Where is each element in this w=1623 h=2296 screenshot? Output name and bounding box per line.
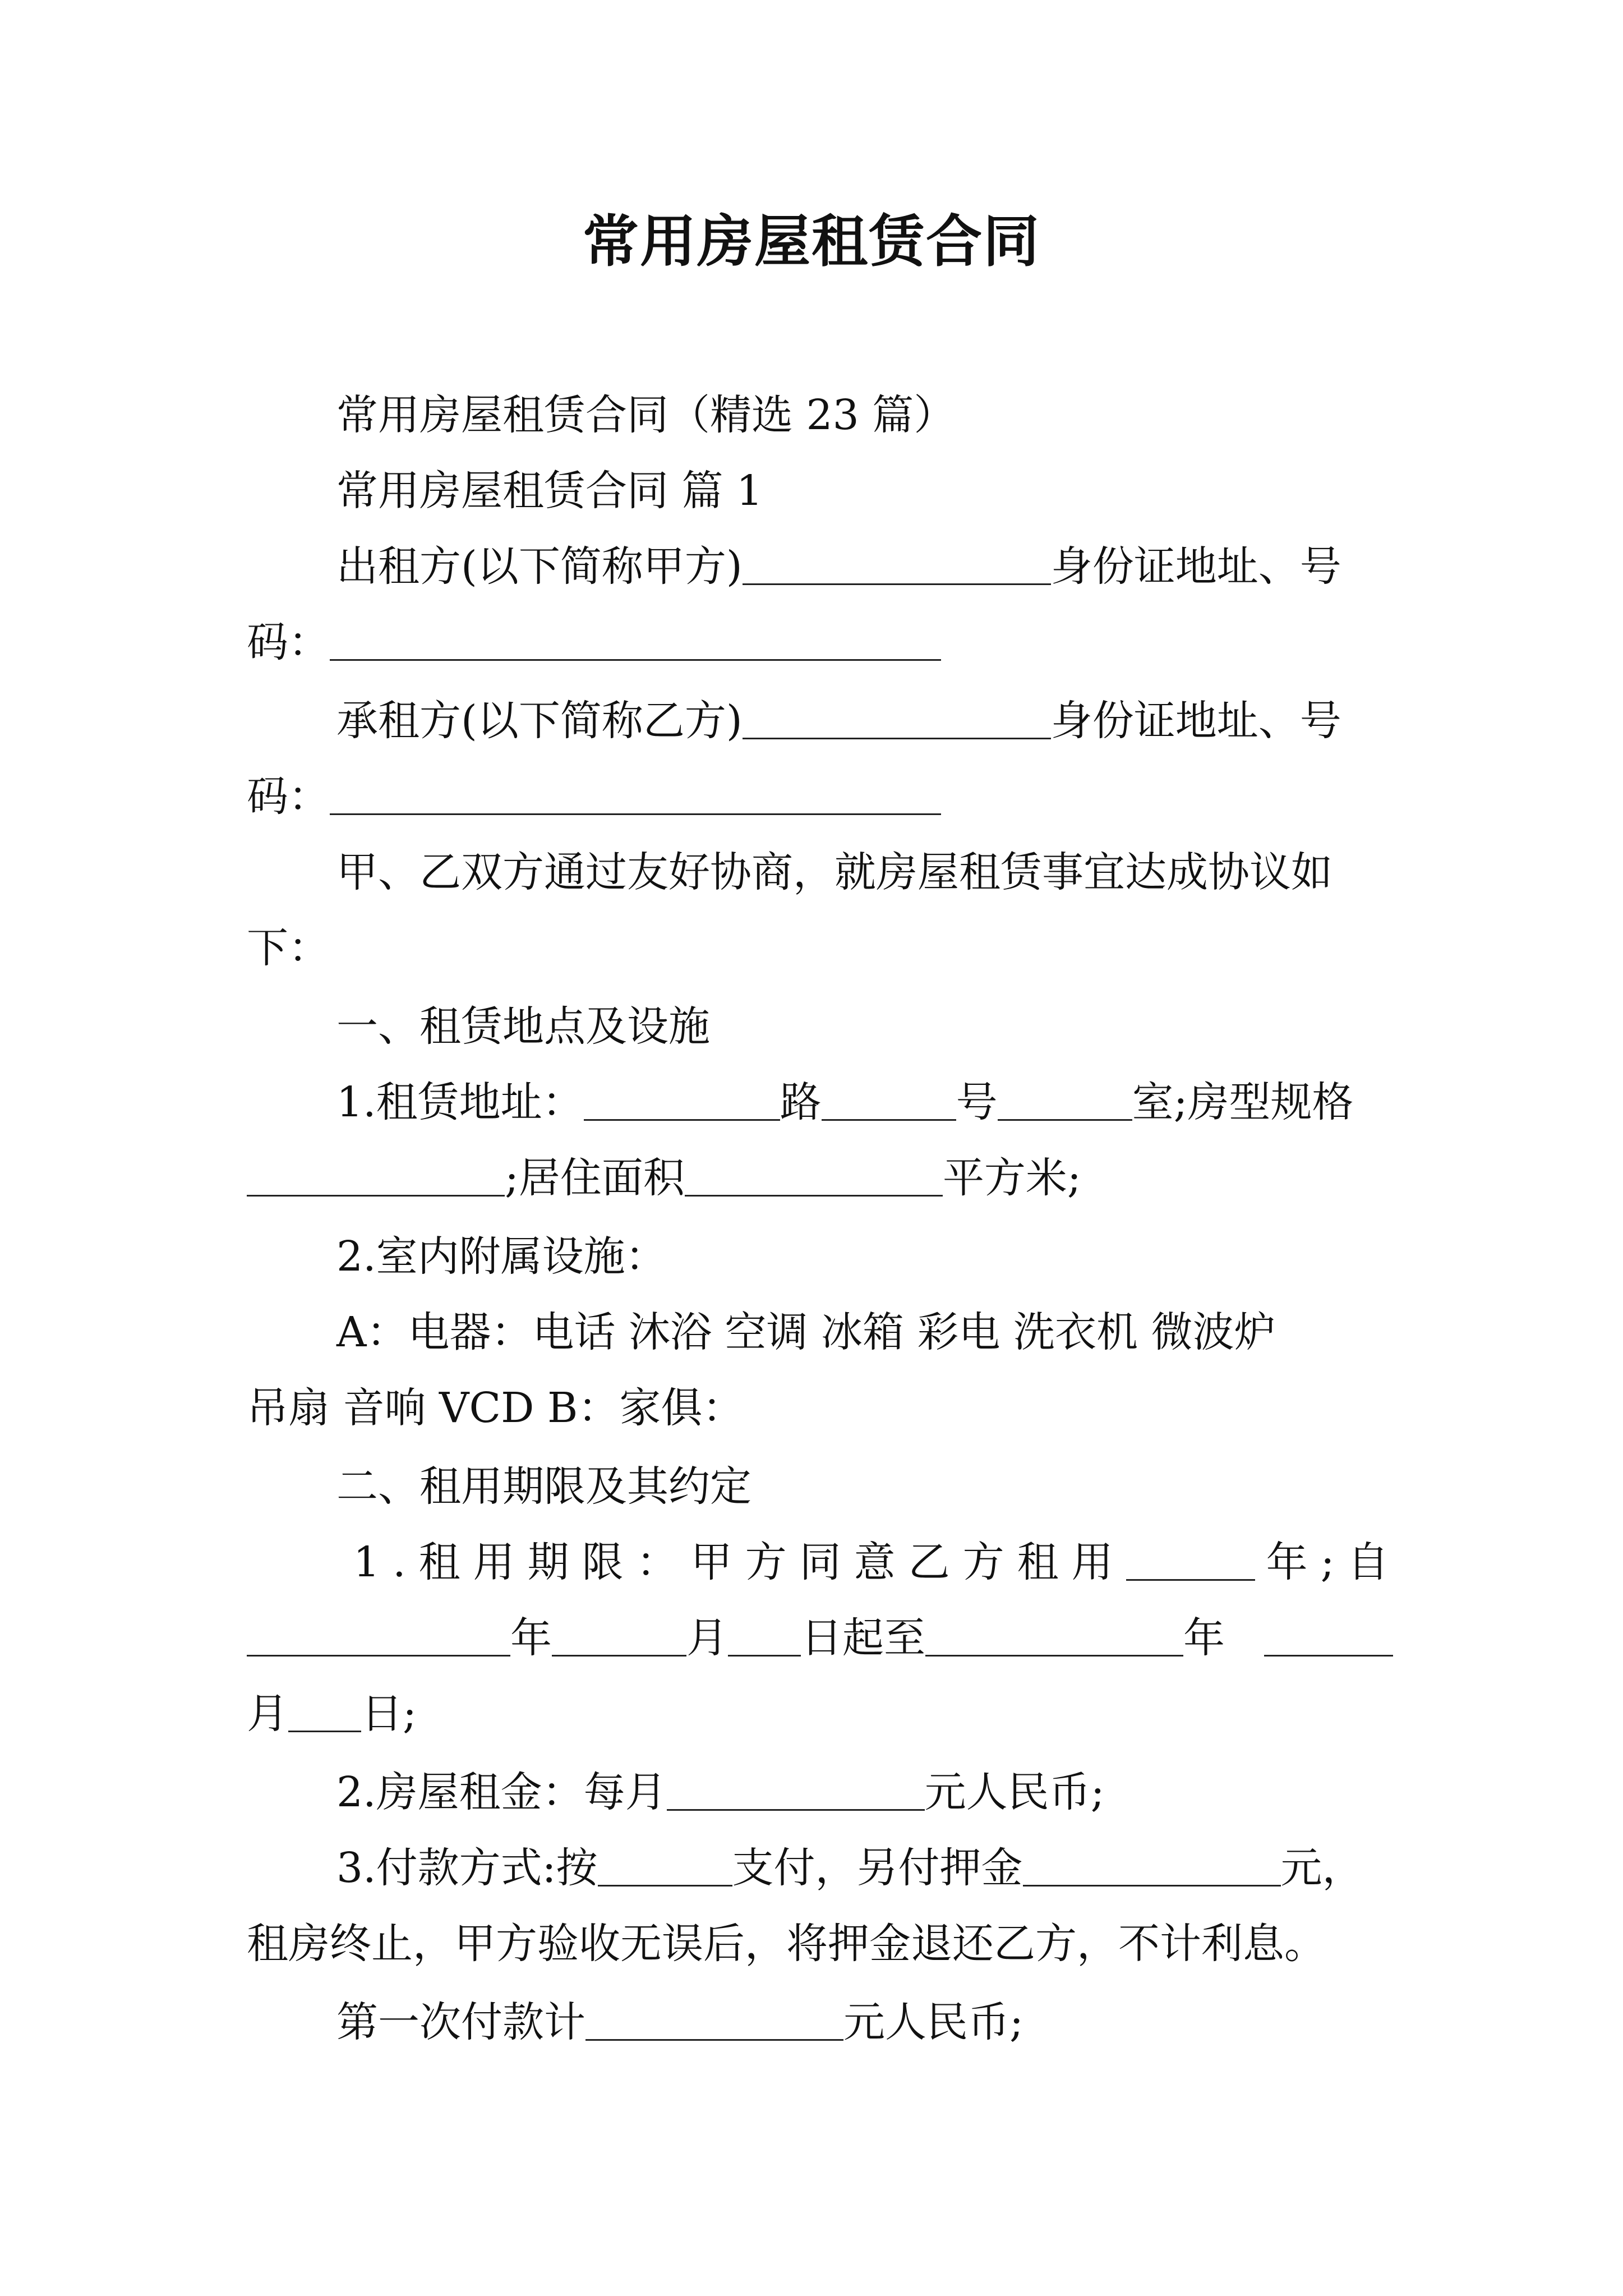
agreement-intro-cont — [247, 920, 1391, 976]
lease-end-line — [247, 1686, 1391, 1742]
paragraph-text: 下： — [247, 924, 330, 972]
lease-term-line — [353, 1534, 1408, 1590]
payment-line — [336, 1840, 1391, 1896]
first-payment-label: 第一次付款计 — [336, 1998, 585, 2046]
road-blank[interactable] — [584, 1080, 780, 1121]
end-day-blank[interactable] — [288, 1691, 361, 1732]
id-number-label: 码： — [247, 772, 330, 821]
section-heading-text: 常用房屋租赁合同 篇 1 — [336, 467, 763, 515]
lessor-id-blank[interactable] — [330, 620, 941, 661]
first-payment-line — [336, 1994, 1391, 2050]
rent-line — [336, 1764, 1391, 1820]
subtitle-text: 常用房屋租赁合同（精选 23 篇） — [336, 391, 956, 439]
lessor-line — [336, 539, 1391, 595]
start-month-blank[interactable] — [552, 1616, 686, 1657]
area-line — [247, 1150, 1391, 1206]
number-blank[interactable] — [822, 1080, 956, 1121]
year-label: 年 — [510, 1614, 552, 1662]
from-label: 年;自 — [1266, 1538, 1402, 1586]
section-heading — [336, 463, 1391, 519]
area-label: ;居住面积 — [505, 1154, 685, 1202]
id-address-label: 身份证地址、号 — [1050, 542, 1341, 591]
rent-label: 2.房屋租金：每月 — [336, 1768, 667, 1816]
number-label: 号 — [956, 1078, 998, 1126]
rent-blank[interactable] — [667, 1770, 925, 1811]
paragraph-text: 租房终止，甲方验收无误后，将押金退还乙方，不计利息。 — [247, 1920, 1326, 1968]
lessee-label: 承租方(以下简称乙方) — [336, 697, 743, 745]
rental-address-label: 1.租赁地址： — [336, 1078, 584, 1126]
clause-heading-2 — [336, 1458, 1391, 1515]
lease-term-label: 1.租用期限：甲方同意乙方租用 — [353, 1538, 1126, 1586]
month-label: 月 — [686, 1614, 728, 1662]
end-month-blank[interactable] — [1264, 1616, 1393, 1657]
clause-heading-text: 一、租赁地点及设施 — [336, 1002, 710, 1051]
lessor-name-blank[interactable] — [743, 544, 1051, 585]
day-label: 日; — [361, 1690, 417, 1738]
deposit-label: 支付，另付押金 — [732, 1844, 1023, 1892]
id-number-label: 码： — [247, 618, 330, 666]
deposit-terms-line — [247, 1916, 1391, 1972]
lessee-id-line — [247, 769, 1391, 825]
payment-period-blank[interactable] — [598, 1846, 732, 1887]
rental-address-line — [336, 1074, 1391, 1130]
lessee-id-blank[interactable] — [330, 774, 941, 815]
clause-heading-text: 二、租用期限及其约定 — [336, 1462, 751, 1511]
payment-method-label: 3.付款方式:按 — [336, 1844, 598, 1892]
lease-dates-line — [247, 1610, 1391, 1666]
lessee-line — [336, 693, 1391, 749]
lessee-name-blank[interactable] — [743, 698, 1051, 739]
facilities-label: 2.室内附属设施： — [336, 1232, 667, 1281]
years-blank[interactable] — [1126, 1540, 1255, 1581]
year-label: 年 — [1183, 1614, 1225, 1662]
square-meters-label: 平方米; — [942, 1154, 1081, 1202]
yuan-label: 元， — [1280, 1844, 1364, 1892]
area-blank[interactable] — [685, 1156, 943, 1197]
appliances-line-cont — [247, 1380, 1391, 1436]
lessor-id-line — [247, 614, 1391, 670]
subtitle-line — [336, 387, 1391, 443]
month-label: 月 — [247, 1690, 288, 1738]
rmb-label: 元人民币; — [843, 1998, 1023, 2046]
agreement-intro — [336, 844, 1391, 900]
end-year-blank[interactable] — [925, 1616, 1183, 1657]
room-blank[interactable] — [998, 1080, 1132, 1121]
start-day-blank[interactable] — [728, 1616, 801, 1657]
deposit-blank[interactable] — [1023, 1846, 1281, 1887]
lessor-label: 出租方(以下简称甲方) — [336, 542, 743, 591]
appliances-text: 吊扇 音响 VCD B：家俱： — [247, 1384, 744, 1432]
paragraph-text: 甲、乙双方通过友好协商，就房屋租赁事宜达成协议如 — [336, 848, 1332, 896]
appliances-text: A：电器：电话 沐浴 空调 冰箱 彩电 洗衣机 微波炉 — [336, 1308, 1276, 1356]
room-type-label: 室;房型规格 — [1132, 1078, 1354, 1126]
rmb-label: 元人民币; — [924, 1768, 1105, 1816]
start-year-blank[interactable] — [247, 1616, 510, 1657]
document-title: 常用房屋租赁合同 — [583, 208, 1040, 274]
until-label: 日起至 — [801, 1614, 925, 1662]
room-type-blank[interactable] — [247, 1156, 505, 1197]
facilities-heading — [336, 1228, 1391, 1285]
appliances-line — [336, 1304, 1391, 1360]
clause-heading-1 — [336, 999, 1391, 1055]
first-payment-blank[interactable] — [585, 2000, 843, 2041]
road-label: 路 — [780, 1078, 822, 1126]
id-address-label: 身份证地址、号 — [1050, 697, 1341, 745]
